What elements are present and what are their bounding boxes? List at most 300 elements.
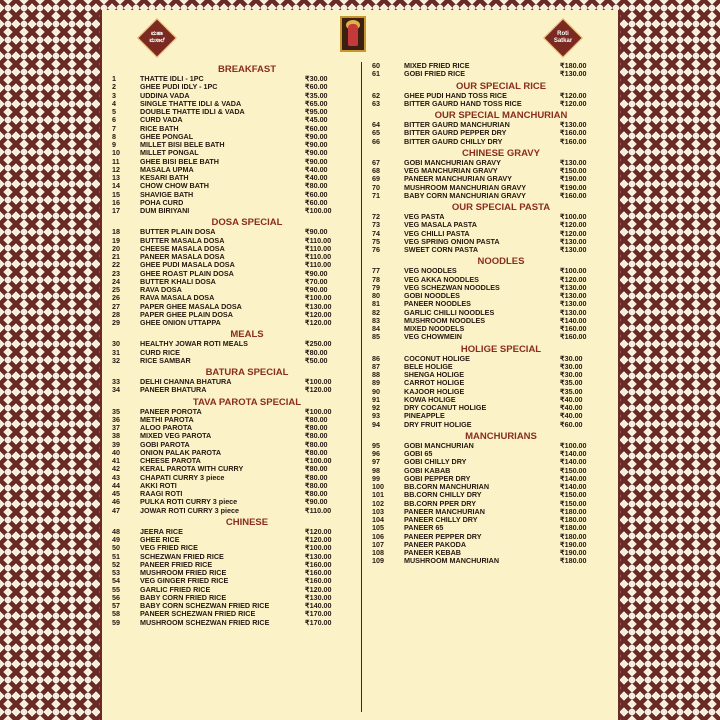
item-price: ₹160.00 <box>305 559 332 569</box>
item-price: ₹70.00 <box>305 276 328 286</box>
item-name: PANEER CHILLY DRY <box>404 515 478 524</box>
item-number: 64 <box>372 120 380 129</box>
item-number: 108 <box>372 548 384 557</box>
item-number: 105 <box>372 523 384 533</box>
section-title: MANCHURIANS <box>465 430 537 442</box>
item-name: MUSHROOM MANCHURIAN GRAVY <box>404 182 527 192</box>
item-name: VEG GINGER FRIED RICE <box>140 576 229 586</box>
item-name: PANEER BHATURA <box>140 385 207 395</box>
item-name: CURD RICE <box>140 347 180 357</box>
item-name: DRY COCANUT HOLIGE <box>404 403 487 412</box>
item-number: 11 <box>112 156 120 166</box>
item-number: 38 <box>112 431 120 441</box>
item-price: ₹100.00 <box>560 266 587 276</box>
item-number: 68 <box>372 166 380 175</box>
section-title: BREAKFAST <box>217 64 277 75</box>
item-name: CURD VADA <box>140 115 183 125</box>
item-price: ₹120.00 <box>560 228 587 238</box>
item-price: ₹190.00 <box>560 174 587 184</box>
item-number: 39 <box>112 439 120 449</box>
item-price: ₹130.00 <box>305 301 332 311</box>
item-number: 34 <box>112 385 120 395</box>
item-name: BUTTER MASALA DOSA <box>140 235 225 245</box>
item-name: SINGLE THATTE IDLI & VADA <box>140 98 242 108</box>
item-number: 10 <box>112 148 120 158</box>
item-name: GARLIC CHILLI NOODLES <box>404 307 495 317</box>
item-number: 12 <box>112 164 120 174</box>
item-name: ALOO PAROTA <box>140 423 193 432</box>
item-name: PULKA ROTI CURRY 3 piece <box>140 497 238 507</box>
item-name: VEG PASTA <box>404 212 445 221</box>
item-name: DUM BIRIYANI <box>140 206 190 215</box>
item-name: GHEE RICE <box>140 535 180 544</box>
item-name: PINEAPPLE <box>404 411 445 421</box>
section-title: OUR SPECIAL RICE <box>455 80 547 92</box>
item-price: ₹100.00 <box>305 293 332 303</box>
item-number: 58 <box>112 609 120 619</box>
item-name: GHEE PUDI HAND TOSS RICE <box>404 90 507 100</box>
item-name: BABY CORN FRIED RICE <box>140 592 227 602</box>
item-price: ₹80.00 <box>305 464 328 474</box>
item-name: MIXED NOODELS <box>404 324 465 333</box>
menu-item-row <box>372 246 610 254</box>
item-price: ₹120.00 <box>305 385 332 395</box>
menu-item-row <box>372 100 610 108</box>
item-name: DOUBLE THATTE IDLI & VADA <box>140 107 245 116</box>
item-price: ₹65.00 <box>305 98 328 108</box>
item-price: ₹40.00 <box>560 394 583 404</box>
item-number: 43 <box>112 472 120 482</box>
item-name: CHOW CHOW BATH <box>140 181 209 191</box>
item-price: ₹60.00 <box>305 197 328 207</box>
item-number: 3 <box>112 90 116 100</box>
item-price: ₹160.00 <box>560 190 587 200</box>
item-name: MUSHROOM SCHEZWAN FRIED RICE <box>140 617 270 627</box>
item-price: ₹30.00 <box>560 353 583 363</box>
item-price: ₹40.00 <box>560 403 583 412</box>
restaurant-logo-right: Roti Satkar <box>543 18 583 58</box>
item-price: ₹190.00 <box>560 182 587 192</box>
item-number: 65 <box>372 128 380 138</box>
item-price: ₹100.00 <box>305 377 332 386</box>
item-name: MUSHROOM MANCHURIAN <box>404 556 500 566</box>
item-price: ₹60.00 <box>305 189 328 199</box>
item-price: ₹35.00 <box>560 386 583 396</box>
item-number: 1 <box>112 74 116 83</box>
item-name: GHEE PUDI MASALA DOSA <box>140 260 235 270</box>
item-number: 72 <box>372 212 380 221</box>
section-title: CHINESE GRAVY <box>462 147 540 159</box>
item-price: ₹120.00 <box>560 90 587 100</box>
item-number: 99 <box>372 473 380 483</box>
item-price: ₹160.00 <box>560 136 587 146</box>
item-price: ₹130.00 <box>560 236 587 246</box>
item-number: 17 <box>112 206 120 215</box>
item-price: ₹40.00 <box>305 164 328 174</box>
item-name: KERAL PAROTA WITH CURRY <box>140 464 244 474</box>
item-number: 51 <box>112 551 120 561</box>
item-number: 104 <box>372 515 384 524</box>
item-price: ₹130.00 <box>560 307 587 317</box>
item-number: 52 <box>112 559 120 569</box>
item-number: 14 <box>112 181 120 191</box>
item-number: 79 <box>372 282 380 292</box>
item-number: 86 <box>372 353 380 363</box>
item-number: 36 <box>112 414 120 424</box>
item-number: 62 <box>372 90 380 100</box>
item-number: 47 <box>112 505 120 515</box>
item-price: ₹130.00 <box>560 245 587 254</box>
item-name: GOBI 65 <box>404 449 433 458</box>
item-price: ₹110.00 <box>305 252 332 261</box>
item-price: ₹140.00 <box>560 457 587 467</box>
item-name: BB.CORN MANCHURIAN <box>404 482 490 491</box>
item-name: GOBI PEPPER DRY <box>404 473 471 483</box>
item-number: 81 <box>372 299 380 309</box>
item-name: GHEE BISI BELE BATH <box>140 156 219 166</box>
item-name: BELE HOLIGE <box>404 361 453 371</box>
item-price: ₹150.00 <box>560 498 587 508</box>
item-price: ₹100.00 <box>305 456 332 465</box>
item-name: RAVA MASALA DOSA <box>140 293 215 303</box>
item-number: 6 <box>112 115 116 125</box>
item-price: ₹90.00 <box>305 268 328 278</box>
item-number: 100 <box>372 482 384 491</box>
item-number: 33 <box>112 377 120 386</box>
item-number: 9 <box>112 140 116 149</box>
item-price: ₹140.00 <box>560 315 587 325</box>
item-number: 71 <box>372 190 380 200</box>
item-name: GOBI NOODLES <box>404 291 460 300</box>
menu-item-row <box>112 319 352 327</box>
item-number: 55 <box>112 584 120 594</box>
item-price: ₹160.00 <box>305 568 332 577</box>
item-number: 60 <box>372 61 380 70</box>
item-price: ₹140.00 <box>305 601 332 610</box>
menu-item-row <box>112 207 352 215</box>
item-name: ONION PALAK PAROTA <box>140 447 222 457</box>
item-number: 16 <box>112 197 120 207</box>
item-number: 41 <box>112 456 120 465</box>
menu-column-left <box>112 62 352 627</box>
item-name: GHEE ONION UTTAPPA <box>140 318 221 327</box>
item-price: ₹90.00 <box>305 497 328 507</box>
item-name: PANEER FRIED RICE <box>140 559 213 569</box>
item-name: GHEE PUDI IDLY - 1PC <box>140 82 218 92</box>
item-number: 95 <box>372 440 380 450</box>
item-price: ₹150.00 <box>560 490 587 500</box>
item-number: 35 <box>112 406 120 416</box>
item-number: 77 <box>372 266 380 276</box>
section-title: MEALS <box>230 329 264 341</box>
item-number: 96 <box>372 449 380 458</box>
item-price: ₹180.00 <box>560 515 587 524</box>
item-price: ₹90.00 <box>305 131 328 141</box>
item-name: MILLET PONGAL <box>140 148 199 158</box>
item-price: ₹120.00 <box>305 526 332 536</box>
item-number: 23 <box>112 268 120 278</box>
item-name: VEG FRIED RICE <box>140 543 198 553</box>
item-number: 49 <box>112 535 120 544</box>
item-name: RICE SAMBAR <box>140 355 191 365</box>
item-number: 93 <box>372 411 380 421</box>
item-number: 88 <box>372 370 380 379</box>
item-price: ₹100.00 <box>560 212 587 221</box>
item-number: 26 <box>112 293 120 303</box>
menu-item-row <box>372 70 610 78</box>
item-price: ₹110.00 <box>305 505 332 515</box>
section-title: OUR SPECIAL PASTA <box>451 202 551 213</box>
item-price: ₹180.00 <box>560 523 587 533</box>
item-price: ₹80.00 <box>305 347 328 357</box>
item-price: ₹120.00 <box>305 535 332 544</box>
item-number: 75 <box>372 236 380 246</box>
item-price: ₹80.00 <box>305 431 328 441</box>
item-number: 4 <box>112 98 116 108</box>
item-name: MILLET BISI BELE BATH <box>140 140 225 149</box>
item-price: ₹250.00 <box>305 339 332 349</box>
item-number: 67 <box>372 157 380 167</box>
item-price: ₹160.00 <box>560 332 587 342</box>
item-name: MUSHROOM NOODLES <box>404 315 486 325</box>
item-price: ₹130.00 <box>305 592 332 602</box>
item-name: VEG NOODLES <box>404 266 457 276</box>
item-number: 20 <box>112 243 120 253</box>
item-name: BABY CORN MANCHURIAN GRAVY <box>404 190 526 200</box>
item-number: 22 <box>112 260 120 270</box>
item-name: BITTER GAURD PEPPER DRY <box>404 128 507 138</box>
item-name: BB.CORN CHILLY DRY <box>404 490 482 500</box>
item-number: 73 <box>372 220 380 230</box>
item-name: GHEE PONGAL <box>140 131 194 141</box>
item-number: 97 <box>372 457 380 467</box>
item-name: VEG SCHEZWAN NOODLES <box>404 282 500 292</box>
item-name: PANEER 65 <box>404 523 444 533</box>
item-price: ₹120.00 <box>305 584 332 594</box>
item-price: ₹100.00 <box>305 406 332 416</box>
item-price: ₹130.00 <box>305 551 332 561</box>
item-name: SWEET CORN PASTA <box>404 245 479 254</box>
item-number: 84 <box>372 324 380 333</box>
item-name: RAVA DOSA <box>140 285 182 294</box>
item-price: ₹90.00 <box>305 148 328 158</box>
item-price: ₹60.00 <box>305 123 328 133</box>
item-price: ₹170.00 <box>305 617 332 627</box>
item-name: PANEER NOODLES <box>404 299 471 309</box>
item-price: ₹95.00 <box>305 107 328 116</box>
item-number: 85 <box>372 332 380 342</box>
item-name: VEG CHILLI PASTA <box>404 228 470 238</box>
item-name: VEG CHOWMEIN <box>404 332 462 342</box>
item-number: 29 <box>112 318 120 327</box>
item-price: ₹80.00 <box>305 447 328 457</box>
item-name: BITTER GAURD CHILLY DRY <box>404 136 503 146</box>
item-price: ₹110.00 <box>305 243 332 253</box>
item-number: 53 <box>112 568 120 577</box>
item-price: ₹130.00 <box>560 120 587 129</box>
menu-item-row <box>372 557 610 565</box>
item-number: 5 <box>112 107 116 116</box>
item-number: 44 <box>112 480 120 490</box>
item-name: SHENGA HOLIGE <box>404 370 465 379</box>
item-name: PANEER POROTA <box>140 406 202 416</box>
item-name: PANEER MASALA DOSA <box>140 252 225 261</box>
item-price: ₹180.00 <box>560 556 587 566</box>
item-number: 78 <box>372 274 380 284</box>
item-number: 109 <box>372 556 384 566</box>
item-price: ₹60.00 <box>560 419 583 429</box>
item-price: ₹90.00 <box>305 140 328 149</box>
section-title: CHINESE <box>225 516 269 528</box>
item-name: AKKI ROTI <box>140 480 177 490</box>
item-price: ₹120.00 <box>560 274 587 284</box>
menu-item-row <box>372 192 610 200</box>
item-price: ₹170.00 <box>305 609 332 619</box>
item-price: ₹140.00 <box>560 482 587 491</box>
restaurant-logo-left: ಮಹಾ ಮಸಾಲೆ <box>137 18 177 58</box>
item-number: 21 <box>112 252 120 261</box>
item-name: GARLIC FRIED RICE <box>140 584 211 594</box>
item-number: 63 <box>372 98 380 108</box>
item-number: 46 <box>112 497 120 507</box>
section-title: TAVA PAROTA SPECIAL <box>192 396 302 408</box>
item-number: 45 <box>112 489 120 498</box>
item-number: 87 <box>372 361 380 371</box>
section-title: DOSA SPECIAL <box>211 217 283 229</box>
item-price: ₹120.00 <box>560 220 587 230</box>
item-name: JOWAR ROTI CURRY 3 piece <box>140 505 240 515</box>
item-name: RAAGI ROTI <box>140 489 183 498</box>
item-name: BABY CORN SCHEZWAN FRIED RICE <box>140 601 270 610</box>
item-number: 82 <box>372 307 380 317</box>
item-number: 48 <box>112 526 120 536</box>
item-price: ₹90.00 <box>305 156 328 166</box>
item-number: 8 <box>112 131 116 141</box>
item-number: 76 <box>372 245 380 254</box>
item-name: PANEER MANCHURIAN GRAVY <box>404 174 512 184</box>
item-price: ₹130.00 <box>560 299 587 309</box>
item-number: 69 <box>372 174 380 184</box>
item-number: 61 <box>372 69 380 79</box>
item-price: ₹100.00 <box>560 440 587 450</box>
item-name: VEG AKKA NOODLES <box>404 274 479 284</box>
item-price: ₹140.00 <box>560 473 587 483</box>
item-number: 94 <box>372 419 380 429</box>
item-number: 66 <box>372 136 380 146</box>
menu-item-row <box>112 619 352 627</box>
item-name: PANEER PEPPER DRY <box>404 531 482 541</box>
item-price: ₹180.00 <box>560 531 587 541</box>
item-name: DELHI CHANNA BHATURA <box>140 377 232 386</box>
column-divider <box>361 62 362 712</box>
item-name: MASALA UPMA <box>140 164 194 174</box>
item-price: ₹100.00 <box>305 543 332 553</box>
item-name: RICE BATH <box>140 123 179 133</box>
item-number: 32 <box>112 355 120 365</box>
item-name: MUSHROOM FRIED RICE <box>140 568 227 577</box>
item-number: 15 <box>112 189 120 199</box>
item-number: 59 <box>112 617 120 627</box>
item-number: 24 <box>112 276 120 286</box>
item-price: ₹190.00 <box>560 548 587 557</box>
item-number: 98 <box>372 465 380 475</box>
item-name: MIXED FRIED RICE <box>404 61 470 70</box>
item-name: PANEER MANCHURIAN <box>404 506 485 516</box>
item-name: METHI PAROTA <box>140 414 194 424</box>
item-number: 2 <box>112 82 116 92</box>
item-name: MIXED VEG PAROTA <box>140 431 212 441</box>
item-price: ₹80.00 <box>305 480 328 490</box>
item-number: 7 <box>112 123 116 133</box>
item-name: SHAVIGE BATH <box>140 189 194 199</box>
item-name: PANEER PAKODA <box>404 539 467 549</box>
item-name: UDDINA VADA <box>140 90 190 100</box>
item-number: 56 <box>112 592 120 602</box>
menu-item-row <box>372 333 610 341</box>
item-name: GHEE ROAST PLAIN DOSA <box>140 268 234 278</box>
item-price: ₹180.00 <box>560 61 587 70</box>
item-number: 106 <box>372 531 384 541</box>
item-number: 54 <box>112 576 120 586</box>
item-price: ₹40.00 <box>305 173 328 182</box>
item-price: ₹130.00 <box>560 157 587 167</box>
section-title: HOLIGE SPECIAL <box>460 343 542 355</box>
item-name: BB.CORN PPER DRY <box>404 498 477 508</box>
item-name: CHAPATI CURRY 3 piece <box>140 472 225 482</box>
item-number: 83 <box>372 315 380 325</box>
item-price: ₹40.00 <box>560 411 583 421</box>
item-price: ₹35.00 <box>305 90 328 100</box>
menu-column-right <box>372 62 610 566</box>
item-number: 25 <box>112 285 120 294</box>
item-price: ₹160.00 <box>560 128 587 138</box>
item-name: SCHEZWAN FRIED RICE <box>140 551 224 561</box>
deity-image <box>340 16 366 52</box>
item-price: ₹120.00 <box>305 309 332 319</box>
item-price: ₹120.00 <box>560 98 587 108</box>
item-number: 37 <box>112 423 120 432</box>
section-title: OUR SPECIAL MANCHURIAN <box>434 110 568 121</box>
item-name: VEG MANCHURIAN GRAVY <box>404 166 498 175</box>
item-name: PANEER KEBAB <box>404 548 461 557</box>
item-price: ₹60.00 <box>305 82 328 92</box>
item-price: ₹45.00 <box>305 115 328 125</box>
item-name: VEG SPRING ONION PASTA <box>404 236 500 246</box>
item-price: ₹80.00 <box>305 489 328 498</box>
item-name: CHEESE MASALA DOSA <box>140 243 225 253</box>
item-number: 18 <box>112 227 120 237</box>
menu-item-row <box>112 357 352 365</box>
item-name: CARROT HOLIGE <box>404 378 465 388</box>
item-price: ₹190.00 <box>560 539 587 549</box>
item-number: 90 <box>372 386 380 396</box>
item-price: ₹160.00 <box>560 324 587 333</box>
item-price: ₹80.00 <box>305 414 328 424</box>
item-price: ₹160.00 <box>305 576 332 586</box>
item-price: ₹35.00 <box>560 378 583 388</box>
item-price: ₹90.00 <box>305 227 328 237</box>
item-price: ₹130.00 <box>560 291 587 300</box>
item-name: HEALTHY JOWAR ROTI MEALS <box>140 339 248 349</box>
item-price: ₹110.00 <box>305 235 332 245</box>
item-price: ₹150.00 <box>560 166 587 175</box>
item-name: POHA CURD <box>140 197 184 207</box>
item-name: PANEER SCHEZWAN FRIED RICE <box>140 609 256 619</box>
item-price: ₹30.00 <box>560 361 583 371</box>
section-title: BATURA SPECIAL <box>205 367 289 378</box>
item-number: 103 <box>372 506 384 516</box>
item-price: ₹90.00 <box>305 285 328 294</box>
